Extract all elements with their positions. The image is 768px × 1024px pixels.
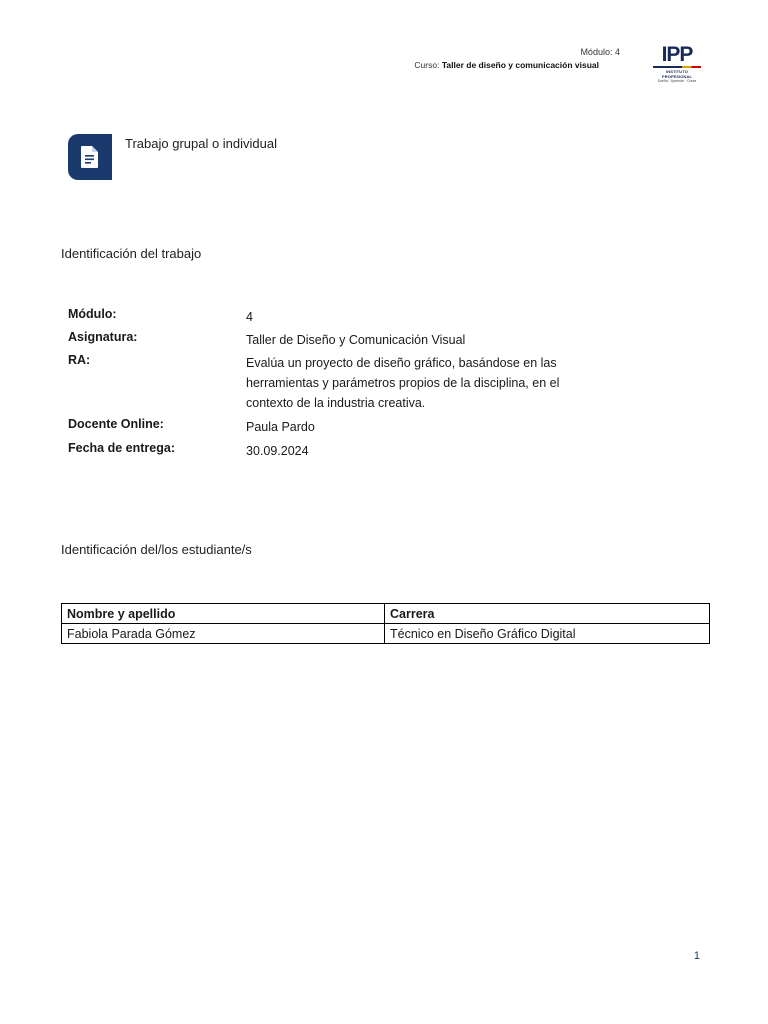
info-value: Taller de Diseño y Comunicación Visual (246, 333, 466, 347)
info-value: 4 (246, 310, 253, 324)
document-badge (68, 134, 112, 180)
table-cell: Técnico en Diseño Gráfico Digital (385, 624, 710, 644)
table-header-row (62, 604, 710, 624)
info-value: Evalúa un proyecto de diseño gráfico, basándose en las herramientas y parámetros propios de la disciplina, en el contexto de la industria creativa. (246, 356, 560, 410)
header-modulo-label: Módulo: (580, 47, 613, 57)
table-header-cell: Nombre y apellido (62, 604, 385, 624)
info-value: Paula Pardo (246, 420, 315, 434)
ipp-logo (652, 44, 702, 82)
header-modulo-value: 4 (614, 47, 620, 57)
logo-text: IPP (661, 43, 693, 66)
table-row (62, 624, 710, 644)
header-curso-value: Taller de diseño y comunicación visual (441, 60, 599, 70)
logo-subtitle: INSTITUTO PROFESIONAL (662, 69, 692, 79)
header-curso-label: Curso: (414, 60, 440, 70)
info-label: Docente Online: (68, 417, 164, 431)
logo-tagline: Sueña · Aprende · Crece (657, 79, 697, 83)
info-label: Módulo: (68, 307, 117, 321)
header-curso (414, 60, 599, 70)
section-title-trabajo: Identificación del trabajo (61, 246, 202, 261)
info-label: RA: (68, 353, 91, 367)
table-header-cell: Carrera (385, 604, 710, 624)
document-icon (81, 146, 98, 168)
students-table (61, 603, 710, 644)
table-cell: Fabiola Parada Gómez (62, 624, 385, 644)
logo-divider (653, 66, 701, 68)
section-title-estudiantes: Identificación del/los estudiante/s (61, 542, 252, 557)
info-label: Fecha de entrega: (68, 441, 175, 455)
info-label: Asignatura: (68, 330, 138, 344)
info-value: 30.09.2024 (246, 444, 309, 458)
page-number: 1 (693, 950, 700, 962)
header-modulo (580, 47, 620, 57)
document-title: Trabajo grupal o individual (125, 136, 278, 151)
